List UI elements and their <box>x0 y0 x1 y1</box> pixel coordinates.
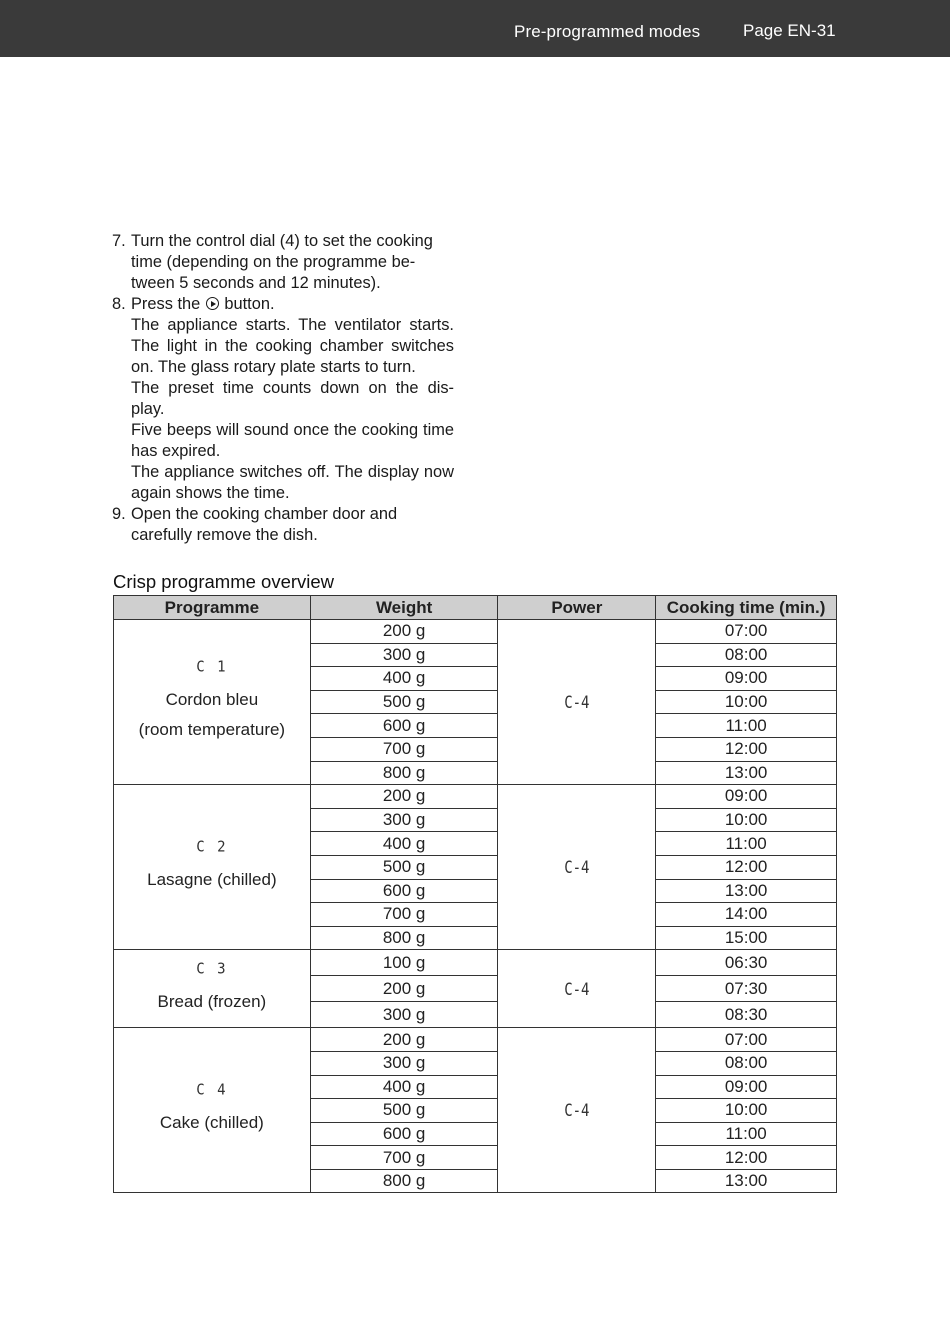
page-header <box>0 0 950 57</box>
weight-cell: 300 g <box>310 643 498 667</box>
cooking-time-cell: 08:30 <box>656 1002 837 1028</box>
weight-cell: 300 g <box>310 1051 498 1075</box>
power-code: C-4 <box>564 858 590 878</box>
programme-name: Cordon bleu <box>165 690 259 710</box>
step-text: Open the cooking chamber door and carefully remove the dish. <box>131 505 398 544</box>
weight-cell: 400 g <box>310 667 498 691</box>
programme-cell <box>114 950 311 1028</box>
programme-name: Lasagne (chilled) <box>147 870 277 890</box>
weight-cell: 800 g <box>310 1169 498 1193</box>
instruction-steps <box>112 231 454 546</box>
table-title: Crisp programme overview <box>113 571 335 592</box>
weight-cell: 700 g <box>310 903 498 927</box>
cooking-time-cell: 08:00 <box>656 643 837 667</box>
press-suffix: button. <box>224 295 275 313</box>
weight-cell: 600 g <box>310 714 498 738</box>
step-number: 8. <box>112 295 126 313</box>
cooking-time-cell: 12:00 <box>656 737 837 761</box>
cooking-time-cell: 12:00 <box>656 1146 837 1170</box>
table-row <box>114 1028 837 1052</box>
power-code: C-4 <box>564 980 590 1000</box>
cooking-time-cell: 10:00 <box>656 1099 837 1123</box>
page-number: Page EN-31 <box>743 21 836 40</box>
cooking-time-cell: 06:30 <box>656 950 837 976</box>
weight-cell: 200 g <box>310 785 498 809</box>
programme-cell <box>114 1028 311 1193</box>
weight-cell: 200 g <box>310 620 498 644</box>
weight-cell: 500 g <box>310 855 498 879</box>
weight-cell: 600 g <box>310 879 498 903</box>
power-cell <box>498 1028 656 1193</box>
cooking-time-cell: 10:00 <box>656 690 837 714</box>
cooking-time-cell: 07:00 <box>656 1028 837 1052</box>
press-prefix: Press the <box>131 295 201 313</box>
programme-code: C 2 <box>196 838 228 857</box>
power-cell <box>498 950 656 1028</box>
weight-cell: 800 g <box>310 926 498 950</box>
weight-cell: 800 g <box>310 761 498 785</box>
cooking-time-cell: 09:00 <box>656 667 837 691</box>
cooking-time-cell: 14:00 <box>656 903 837 927</box>
header-weight: Weight <box>310 596 498 620</box>
cooking-time-cell: 13:00 <box>656 879 837 903</box>
table-header-row <box>114 596 837 620</box>
power-code: C-4 <box>564 693 590 713</box>
step-body <box>131 504 454 546</box>
power-code: C-4 <box>564 1101 590 1121</box>
weight-cell: 200 g <box>310 976 498 1002</box>
weight-cell: 300 g <box>310 808 498 832</box>
step-press-line <box>131 294 454 315</box>
step-number: 9. <box>112 505 126 523</box>
weight-cell: 400 g <box>310 832 498 856</box>
weight-cell: 600 g <box>310 1122 498 1146</box>
table-row <box>114 785 837 809</box>
start-play-icon <box>206 297 219 310</box>
cooking-time-cell: 07:00 <box>656 620 837 644</box>
weight-cell: 400 g <box>310 1075 498 1099</box>
weight-cell: 500 g <box>310 690 498 714</box>
crisp-programme-table <box>113 595 837 1193</box>
weight-cell: 200 g <box>310 1028 498 1052</box>
cooking-time-cell: 11:00 <box>656 714 837 738</box>
programme-name: Bread (frozen) <box>157 991 267 1011</box>
section-title: Pre-programmed modes <box>514 22 701 41</box>
programme-cell <box>114 620 311 785</box>
power-cell <box>498 620 656 785</box>
weight-cell: 700 g <box>310 737 498 761</box>
step-8 <box>112 294 454 504</box>
cooking-time-cell: 15:00 <box>656 926 837 950</box>
step-body <box>131 294 454 504</box>
step-text: Turn the control dial (4) to set the cooking time (depending on the programme be-tween 5 seconds and 12 minutes). <box>131 232 433 292</box>
cooking-time-cell: 13:00 <box>656 1169 837 1193</box>
cooking-time-cell: 09:00 <box>656 785 837 809</box>
weight-cell: 500 g <box>310 1099 498 1123</box>
step-body <box>131 231 454 294</box>
step-text: The preset time counts down on the dis-play. <box>131 379 454 418</box>
table-body <box>114 620 837 1193</box>
step-text: The appliance switches off. The display now again shows the time. <box>131 463 454 502</box>
cooking-time-cell: 12:00 <box>656 855 837 879</box>
step-text: Five beeps will sound once the cooking time has expired. <box>131 421 454 460</box>
cooking-time-cell: 11:00 <box>656 832 837 856</box>
cooking-time-cell: 10:00 <box>656 808 837 832</box>
table-row <box>114 950 837 976</box>
cooking-time-cell: 07:30 <box>656 976 837 1002</box>
step-9 <box>112 504 454 546</box>
programme-code: C 4 <box>196 1081 228 1100</box>
programme-cell <box>114 785 311 950</box>
header-power: Power <box>498 596 656 620</box>
header-cooking-time: Cooking time (min.) <box>656 596 837 620</box>
cooking-time-cell: 08:00 <box>656 1051 837 1075</box>
cooking-time-cell: 11:00 <box>656 1122 837 1146</box>
weight-cell: 100 g <box>310 950 498 976</box>
programme-code: C 3 <box>196 960 228 978</box>
step-text: The appliance starts. The ventilator starts. The light in the cooking chamber switches on. The glass rotary plate starts to turn. <box>131 316 454 376</box>
programme-name: (room temperature) <box>138 720 286 740</box>
programme-code: C 1 <box>196 658 228 676</box>
table-row <box>114 620 837 644</box>
programme-name: Cake (chilled) <box>159 1113 264 1133</box>
cooking-time-cell: 09:00 <box>656 1075 837 1099</box>
weight-cell: 300 g <box>310 1002 498 1028</box>
step-number: 7. <box>112 232 126 250</box>
weight-cell: 700 g <box>310 1146 498 1170</box>
power-cell <box>498 785 656 950</box>
step-7 <box>112 231 454 294</box>
cooking-time-cell: 13:00 <box>656 761 837 785</box>
header-programme: Programme <box>114 596 311 620</box>
